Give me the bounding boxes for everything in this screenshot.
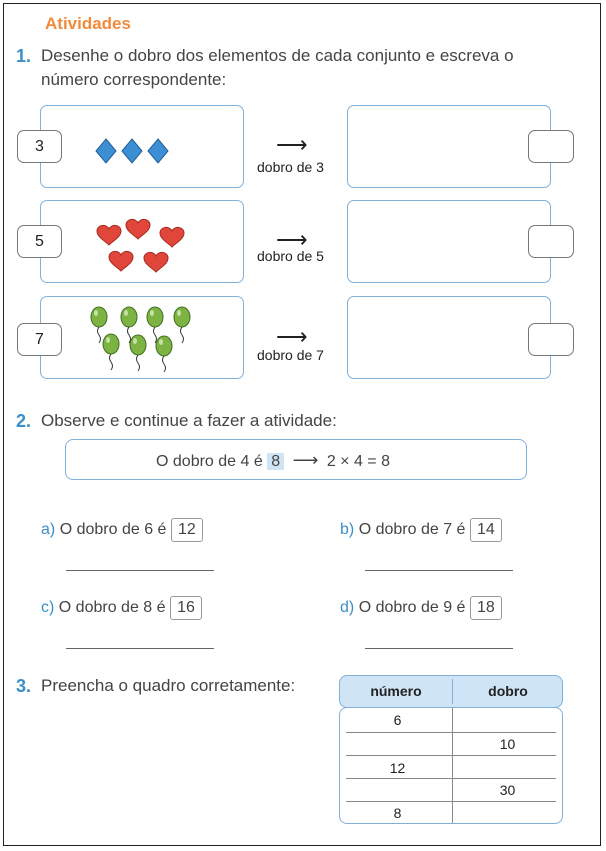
answer-count-field-3[interactable] bbox=[528, 323, 574, 356]
table-cell-numero[interactable]: 8 bbox=[393, 805, 402, 821]
count-tab-3: 7 bbox=[17, 323, 62, 356]
count-tab-2: 5 bbox=[17, 225, 62, 258]
q2-item-a bbox=[41, 518, 203, 542]
green-balloon-icon bbox=[130, 335, 146, 371]
blue-diamond-icon bbox=[148, 139, 168, 163]
answer-line-c[interactable] bbox=[66, 648, 214, 649]
blue-diamond-icon bbox=[122, 139, 142, 163]
item-letter: b) bbox=[340, 521, 355, 538]
answer-box[interactable]: 14 bbox=[470, 518, 502, 542]
item-text: O dobro de 8 é bbox=[58, 599, 166, 616]
item-letter: a) bbox=[41, 521, 56, 538]
q3-number: 3. bbox=[16, 676, 32, 696]
header-dobro: dobro bbox=[488, 683, 528, 699]
heart-icon bbox=[109, 251, 133, 271]
q1-text-line1: Desenhe o dobro dos elementos de cada conjunto e escreva o bbox=[41, 46, 514, 65]
q2-item-b bbox=[340, 518, 502, 542]
table-cell-numero[interactable]: 12 bbox=[389, 760, 406, 776]
item-text: O dobro de 7 é bbox=[358, 521, 466, 538]
q3-text: Preencha o quadro corretamente: bbox=[41, 676, 296, 695]
blue-diamond-icon bbox=[96, 139, 116, 163]
dobro-label-3: dobro de 7 bbox=[257, 347, 324, 363]
example-calc: 2 × 4 = 8 bbox=[326, 453, 390, 470]
heart-set bbox=[41, 201, 245, 284]
arrow-icon: ⟶ bbox=[276, 324, 308, 349]
dobro-label-1: dobro de 3 bbox=[257, 159, 324, 175]
q2-number: 2. bbox=[16, 411, 32, 431]
q1-text-line2: número correspondente: bbox=[41, 70, 227, 89]
page-title: Atividades bbox=[45, 14, 131, 33]
example-box bbox=[65, 439, 527, 480]
table-cell-dobro[interactable]: 10 bbox=[499, 736, 516, 752]
diamond-set bbox=[41, 106, 245, 189]
count-tab-1: 3 bbox=[17, 130, 62, 163]
table-body bbox=[339, 707, 563, 824]
heart-icon bbox=[144, 252, 168, 272]
example-prefix: O dobro de 4 é bbox=[156, 453, 263, 470]
item-text: O dobro de 9 é bbox=[358, 599, 466, 616]
item-letter: c) bbox=[41, 599, 55, 616]
arrow-icon: ⟶ bbox=[292, 450, 319, 470]
green-balloon-icon bbox=[103, 334, 119, 370]
green-balloon-icon bbox=[174, 307, 190, 343]
q2-text: Observe e continue a fazer a atividade: bbox=[41, 411, 337, 430]
answer-box[interactable]: 16 bbox=[170, 596, 202, 620]
answer-line-b[interactable] bbox=[365, 570, 513, 571]
heart-icon bbox=[126, 219, 150, 239]
answer-line-a[interactable] bbox=[66, 570, 214, 571]
dobro-label-2: dobro de 5 bbox=[257, 248, 324, 264]
item-letter: d) bbox=[340, 599, 355, 616]
header-numero: número bbox=[370, 683, 422, 699]
answer-line-d[interactable] bbox=[365, 648, 513, 649]
table-header bbox=[339, 675, 563, 708]
heart-icon bbox=[160, 227, 184, 247]
answer-drawing-box-2[interactable] bbox=[347, 200, 551, 283]
answer-box[interactable]: 18 bbox=[470, 596, 502, 620]
heart-icon bbox=[97, 225, 121, 245]
set-box-2 bbox=[40, 200, 244, 283]
arrow-icon: ⟶ bbox=[276, 132, 308, 157]
q2-item-d bbox=[340, 596, 502, 620]
table-cell-numero[interactable]: 6 bbox=[393, 712, 402, 728]
balloon-set bbox=[41, 297, 245, 380]
table-cell-dobro[interactable]: 30 bbox=[499, 782, 516, 798]
row-divider bbox=[346, 732, 556, 733]
answer-box[interactable]: 12 bbox=[171, 518, 203, 542]
item-text: O dobro de 6 é bbox=[59, 521, 167, 538]
q2-item-c bbox=[41, 596, 202, 620]
example-line bbox=[156, 450, 390, 471]
set-box-1 bbox=[40, 105, 244, 188]
q1-number: 1. bbox=[16, 46, 32, 66]
answer-drawing-box-1[interactable] bbox=[347, 105, 551, 188]
row-divider bbox=[346, 778, 556, 779]
row-divider bbox=[346, 755, 556, 756]
column-divider bbox=[452, 708, 453, 823]
example-value: 8 bbox=[267, 453, 284, 470]
answer-count-field-2[interactable] bbox=[528, 225, 574, 258]
green-balloon-icon bbox=[156, 336, 172, 372]
answer-count-field-1[interactable] bbox=[528, 130, 574, 163]
row-divider bbox=[346, 801, 556, 802]
answer-drawing-box-3[interactable] bbox=[347, 296, 551, 379]
set-box-3 bbox=[40, 296, 244, 379]
arrow-icon: ⟶ bbox=[276, 227, 308, 252]
